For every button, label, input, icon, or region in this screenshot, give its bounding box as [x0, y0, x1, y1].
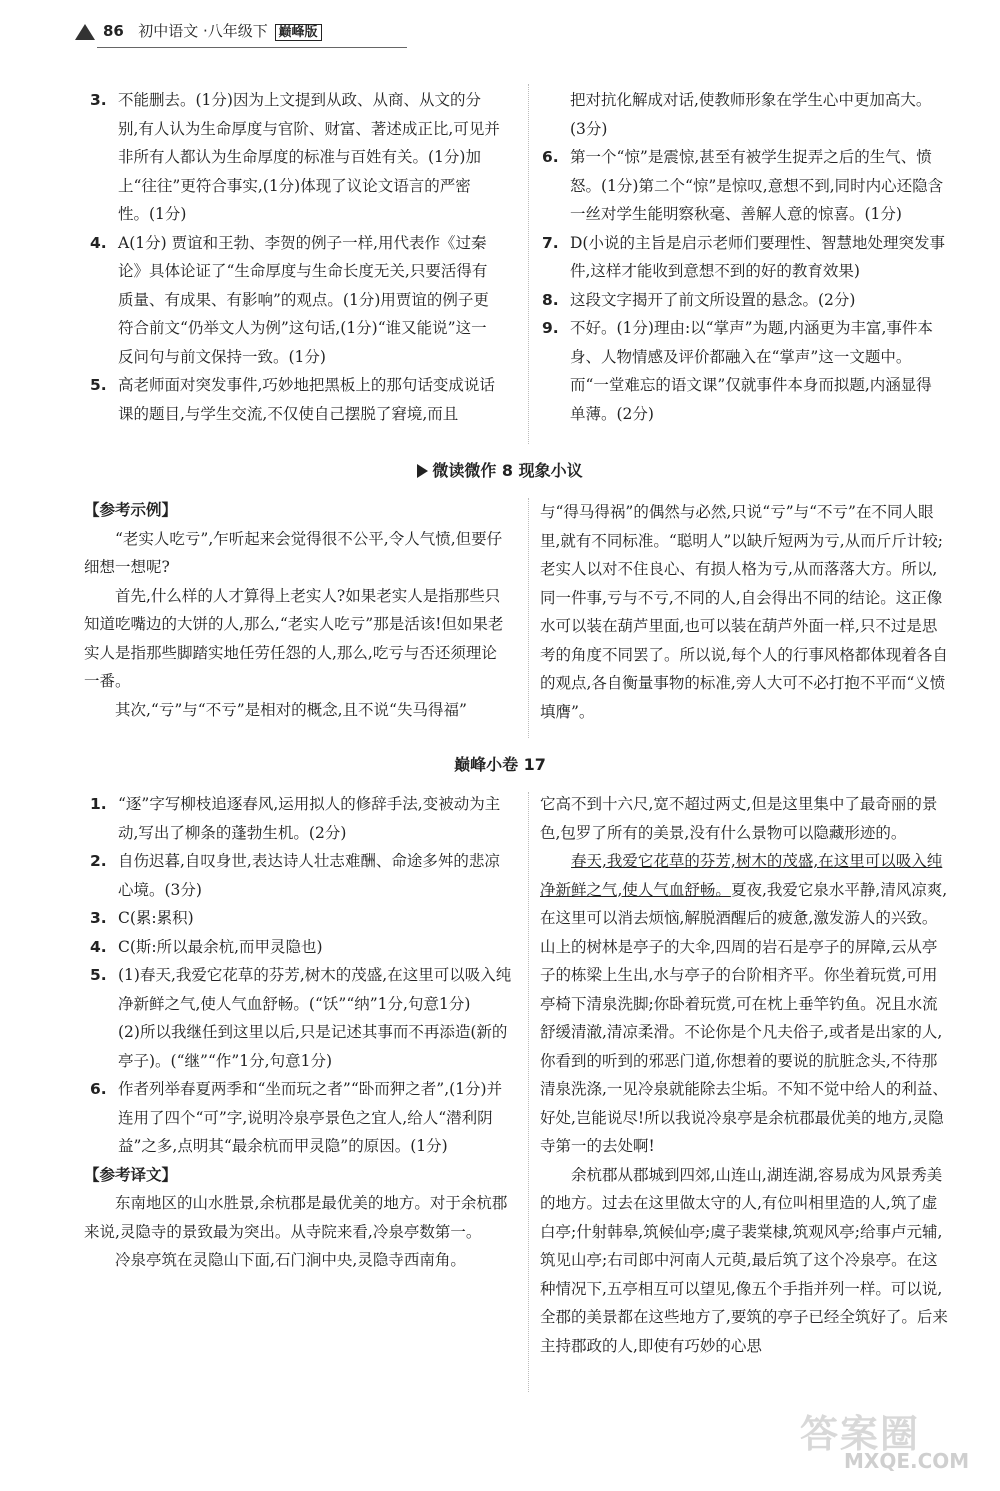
section-title-text: 巅峰小卷 17 — [454, 755, 546, 774]
item-number: 9. — [542, 319, 559, 337]
answer-item — [84, 961, 512, 1075]
item-text: 高老师面对突发事件,巧妙地把黑板上的那句话变成说话课的题目,与学生交流,不仅使自己摆脱了窘境,而且 — [118, 376, 495, 423]
underlined-sentence: 春天,我爱它花草的芬芳,树木的茂盛,在这里可以吸入纯净新鲜之气,使人气血舒畅。 — [540, 852, 943, 899]
play-arrow-icon — [417, 464, 428, 478]
header-rule — [97, 47, 407, 48]
translation-paragraph — [540, 847, 950, 1161]
answer-item — [536, 314, 946, 428]
item-number: 8. — [542, 290, 559, 309]
page-number: 86 — [103, 22, 124, 40]
header-text — [103, 20, 322, 41]
section-title — [0, 458, 1000, 481]
item-number: 6. — [542, 148, 559, 166]
reference-heading: 【参考示例】 — [84, 501, 178, 519]
answer-item — [84, 1075, 512, 1161]
section2-right — [540, 790, 950, 1360]
section1-right — [540, 498, 950, 726]
item-text: C(累:累积) — [118, 909, 194, 927]
translation-paragraph: 它高不到十六尺,宽不超过两丈,但是这里集中了最奇丽的景色,包罗了所有的美景,没有什么景物可以隐藏形迹的。 — [540, 795, 938, 842]
answer-item — [84, 847, 512, 904]
section2-left — [84, 790, 512, 1275]
item-text: “逐”字写柳枝追逐春风,运用拟人的修辞手法,变被动为主动,写出了柳条的蓬勃生机。(2分) — [118, 795, 501, 842]
item-text: 自伤迟暮,自叹身世,表达诗人壮志难酬、命途多舛的悲凉心境。(3分) — [118, 852, 500, 899]
essay-paragraph: 与“得马得祸”的偶然与必然,只说“亏”与“不亏”在不同人眼里,就有不同标准。“聪明人”以缺斤短两为亏,从而斤斤计较;老实人以对不住良心、有损人格为亏,从而落落大方。所以,同一件事,亏与不亏,不同的人,自会得出不同的结论。这正像水可以装在葫芦里面,也可以装在葫芦外面一样,只不过是思考的角度不同罢了。所以说,每个人的行事风格都体现着各自的观点,各自衡量事物的标准,旁人大可不必打抱不平而“义愤填膺”。 — [540, 503, 948, 721]
section1-left — [84, 496, 512, 724]
translation-paragraph: 余杭郡从郡城到四郊,山连山,湖连湖,容易成为风景秀美的地方。过去在这里做太守的人,有位叫相里造的人,筑了虚白亭;什射韩皋,筑候仙亭;虞子裴棠棣,筑观风亭;给事卢元辅,筑见山亭;右司郎中河南人元萸,最后筑了这个冷泉亭。在这种情况下,五亭相互可以望见,像五个手指并列一样。可以说,全郡的美景都在这些地方了,要筑的亭子已经全筑好了。后来主持郡政的人,即使有巧妙的心思 — [540, 1165, 948, 1355]
translation-paragraph: 东南地区的山水胜景,余杭郡是最优美的地方。对于余杭郡来说,灵隐寺的景致最为突出。从寺院来看,冷泉亭数第一。 — [84, 1194, 508, 1241]
top-right-column — [536, 86, 946, 428]
series-label: ·八年级下 — [202, 22, 268, 40]
answer-item — [84, 904, 512, 933]
item-text: D(小说的主旨是启示老师们要理性、智慧地处理突发事件,这样才能收到意想不到的好的教育效果) — [570, 233, 945, 280]
column-divider — [528, 498, 529, 738]
essay-paragraph: “老实人吃亏”,乍听起来会觉得很不公平,令人气愤,但要仔细想一想呢? — [84, 529, 503, 576]
answer-item — [84, 86, 500, 229]
page-header — [75, 14, 935, 54]
item-text: A(1分) 贾谊和王勃、李贺的例子一样,用代表作《过秦论》具体论证了“生命厚度与生命长度无关,只要活得有质量、有成果、有影响”的观点。(1分)用贾谊的例子更符合前文“仍举文人为例”这句话,(1分)“谁又能说”这一反问句与前文保持一致。(1分) — [118, 233, 489, 366]
column-divider — [528, 84, 529, 444]
answer-item — [84, 371, 500, 428]
translation-heading: 【参考译文】 — [84, 1165, 178, 1184]
continued-text: 把对抗化解成对话,使教师形象在学生心中更加高大。(3分) — [570, 91, 932, 138]
answer-item — [536, 143, 946, 229]
item-text: 不好。(1分)理由:以“掌声”为题,内涵更为丰富,事件本身、人物情感及评价都融入在“掌声”这一文题中。而“一堂难忘的语文课”仅就事件本身而拟题,内涵显得单薄。(2分) — [570, 319, 933, 423]
watermark-logo — [800, 1403, 980, 1483]
item-text: (2)所以我继任到这里以后,只是记述其事而不再添造(新的亭子)。(“继”“作”1分,句意1分) — [118, 1023, 508, 1070]
essay-paragraph: 其次,“亏”与“不亏”是相对的概念,且不说“失马得福” — [115, 700, 467, 719]
watermark-text: 答案圈 — [800, 1412, 921, 1456]
item-number: 5. — [90, 376, 107, 394]
item-number: 3. — [90, 91, 107, 109]
answer-item — [84, 790, 512, 847]
item-text: 第一个“惊”是震惊,甚至有被学生捉弄之后的生气、愤怒。(1分)第二个“惊”是惊叹,意想不到,同时内心还隐含一丝对学生能明察秋毫、善解人意的惊喜。(1分) — [570, 148, 944, 223]
edition-badge: 巅峰版 — [275, 24, 322, 41]
watermark-url: MXQE.COM — [844, 1449, 970, 1473]
answer-item — [84, 229, 500, 372]
section-title-text: 微读微作 8 现象小议 — [432, 461, 583, 480]
item-text: 不能删去。(1分)因为上文提到从政、从商、从文的分别,有人认为生命厚度与官阶、财富、著述成正比,可见并非所有人都认为生命厚度的标准与百姓有关。(1分)加上“往往”更符合事实,(1分)体现了议论文语言的严密性。(1分) — [118, 91, 500, 223]
subject-label: 初中语文 — [138, 22, 199, 40]
column-divider — [528, 792, 529, 1392]
item-number: 1. — [90, 795, 107, 813]
item-number: 4. — [90, 937, 107, 956]
top-left-column — [84, 86, 500, 428]
header-triangle-icon — [75, 24, 95, 40]
essay-paragraph: 首先,什么样的人才算得上老实人?如果老实人是指那些只知道吃嘴边的大饼的人,那么,“老实人吃亏”那是活该!但如果老实人是指那些脚踏实地任劳任怨的人,那么,吃亏与否还须理论一番。 — [84, 586, 504, 690]
item-text: (1)春天,我爱它花草的芬芳,树木的茂盛,在这里可以吸入纯净新鲜之气,使人气血舒畅。(“饫”“纳”1分,句意1分) — [118, 966, 512, 1013]
item-number: 6. — [90, 1080, 107, 1098]
item-number: 3. — [90, 909, 107, 927]
item-text: 作者列举春夏两季和“坐而玩之者”“卧而狎之者”,(1分)并连用了四个“可”字,说明冷泉亭景色之宜人,给人“潜利阴益”之多,点明其“最余杭而甲灵隐”的原因。(1分) — [118, 1080, 503, 1155]
item-number: 7. — [542, 233, 559, 252]
item-number: 4. — [90, 233, 107, 252]
item-text: C(斯:所以最余杭,而甲灵隐也) — [118, 937, 323, 956]
item-text: 这段文字揭开了前文所设置的悬念。(2分) — [570, 290, 856, 309]
section-title — [0, 752, 1000, 775]
item-number: 5. — [90, 966, 107, 984]
item-number: 2. — [90, 852, 107, 870]
translation-paragraph: 冷泉亭筑在灵隐山下面,石门涧中央,灵隐寺西南角。 — [115, 1251, 466, 1269]
answer-item — [536, 229, 946, 286]
answer-item — [84, 933, 512, 962]
translation-text: 夏夜,我爱它泉水平静,清风凉爽,在这里可以消去烦恼,解脱酒醒后的疲惫,激发游人的兴致。山上的树林是亭子的大伞,四周的岩石是亭子的屏障,云从亭子的栋梁上生出,水与亭子的台阶相齐平。你坐着玩赏,可用亭椅下清泉洗脚;你卧着玩赏,可在枕上垂竿钓鱼。况且水流舒缓清澈,清凉柔滑。不论你是个凡夫俗子,或者是出家的人,你看到的听到的邪恶门道,你想着的要说的肮脏念头,不待那清泉洗涤,一见冷泉就能除去尘垢。不知不觉中给人的利益、好处,岂能说尽!所以我说冷泉亭是余杭郡最优美的地方,灵隐寺第一的去处啊! — [540, 880, 948, 1155]
answer-item — [536, 286, 946, 315]
